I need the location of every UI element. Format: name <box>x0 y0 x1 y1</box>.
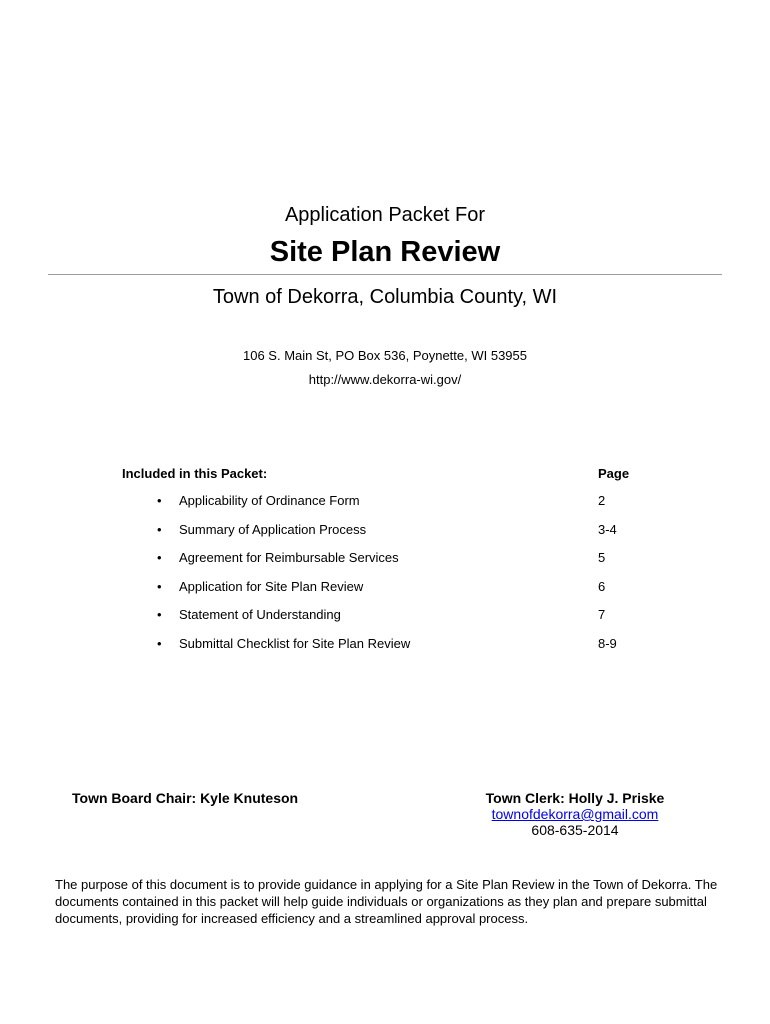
bullet-icon: • <box>157 550 162 566</box>
bullet-icon: • <box>157 493 162 508</box>
list-item-page: 2 <box>598 493 606 508</box>
list-item <box>0 493 770 522</box>
town-address: 106 S. Main St, PO Box 536, Poynette, WI 53955 <box>243 348 527 363</box>
packet-subtitle: Application Packet For <box>284 204 486 226</box>
list-item-label: Statement of Understanding <box>179 607 341 623</box>
bullet-icon: • <box>157 607 162 623</box>
list-item <box>0 579 770 608</box>
contents-heading: Included in this Packet: <box>122 466 268 481</box>
list-item-page: 3-4 <box>598 521 617 537</box>
title-divider <box>48 274 722 275</box>
clerk-name: Town Clerk: Holly J. Priske <box>485 790 665 806</box>
bullet-icon: • <box>157 521 162 537</box>
clerk-phone: 608-635-2014 <box>531 822 619 838</box>
list-item-label: Submittal Checklist for Site Plan Review <box>179 635 411 651</box>
list-item <box>0 550 770 579</box>
list-item <box>0 607 770 636</box>
list-item-page: 7 <box>598 607 606 623</box>
purpose-paragraph: The purpose of this document is to provide guidance in applying for a Site Plan Review in the Town of Dekorra. The documents contained in this packet will help guide individuals or organizations as they plan and prepare submittal documents, providing for increased efficiency and a streamlined approval process. <box>55 877 718 926</box>
list-item-label: Applicability of Ordinance Form <box>179 493 360 508</box>
page-column-heading: Page <box>598 466 630 481</box>
town-name: Town of Dekorra, Columbia County, WI <box>212 286 558 308</box>
list-item-label: Application for Site Plan Review <box>179 578 364 594</box>
list-item-page: 6 <box>598 578 606 594</box>
list-item-label: Agreement for Reimbursable Services <box>179 550 399 566</box>
list-item-label: Summary of Application Process <box>179 521 367 537</box>
contents-list <box>0 493 770 665</box>
list-item-page: 5 <box>598 550 606 566</box>
clerk-email-link[interactable]: townofdekorra@gmail.com <box>491 806 659 822</box>
town-website-link[interactable]: http://www.dekorra-wi.gov/ <box>308 372 462 387</box>
page-title: Site Plan Review <box>269 236 501 268</box>
list-item <box>0 522 770 551</box>
clerk-contact <box>475 790 675 838</box>
list-item-page: 8-9 <box>598 635 617 651</box>
bullet-icon: • <box>157 635 162 651</box>
board-chair: Town Board Chair: Kyle Knuteson <box>72 790 299 806</box>
list-item <box>0 636 770 665</box>
bullet-icon: • <box>157 578 162 594</box>
